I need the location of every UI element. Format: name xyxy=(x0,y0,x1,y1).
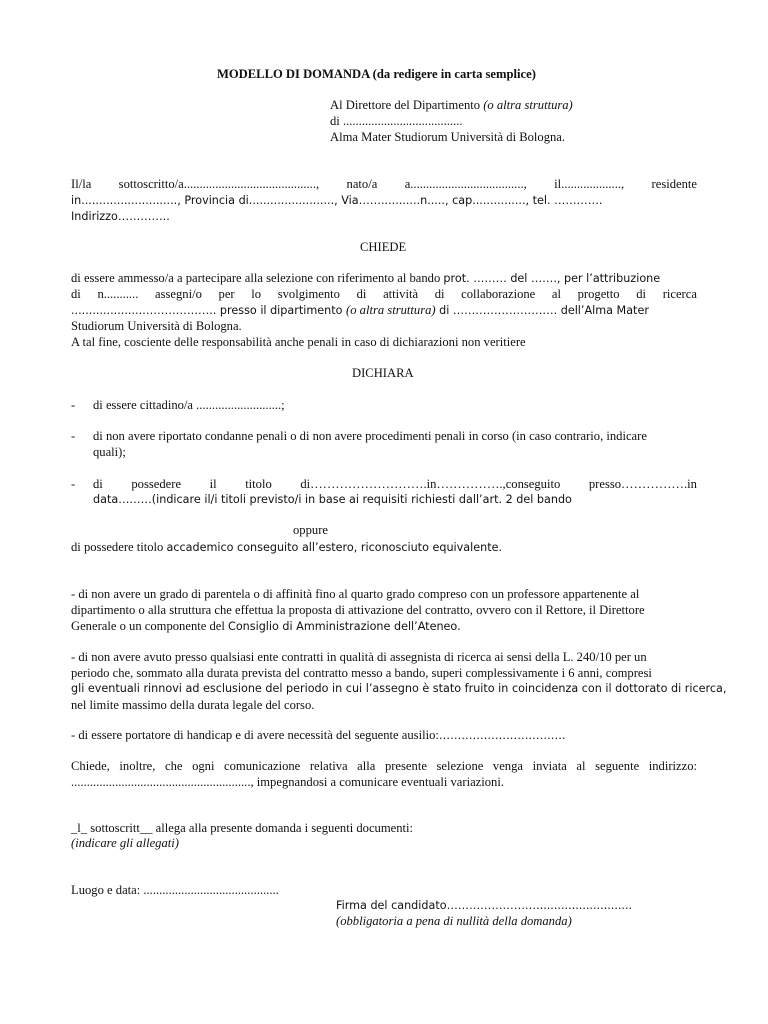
residence-label: residente xyxy=(651,177,697,191)
bullet-dash: - xyxy=(71,477,76,491)
comunicazione-line-2: ........................................................., impegnandosi a comunicare eventuali variazioni. xyxy=(71,775,504,789)
birth-label: nato/a xyxy=(346,177,378,191)
recipient-alt-structure: (o altra struttura) xyxy=(483,98,573,112)
chiede-line-2 xyxy=(71,286,697,302)
recipient-line-3: Alma Mater Studiorum Università di Bologna. xyxy=(330,130,566,144)
chiede-text: di essere ammesso/a a partecipare alla selezione con riferimento al bando xyxy=(71,271,444,285)
bullet-dash: - xyxy=(71,398,76,412)
chiede-line-1 xyxy=(71,270,660,287)
word: ricerca xyxy=(662,287,697,301)
comunicazione-text: Chiede, inoltre, che ogni comunicazione relativa alla presente selezione venga inviata al seguente indirizzo: xyxy=(71,759,697,773)
recipient-director: Al Direttore del Dipartimento xyxy=(330,98,484,112)
titolo-estero-text: di possedere titolo xyxy=(71,540,167,554)
comunicazione-line-1 xyxy=(71,758,697,774)
page-title: MODELLO DI DOMANDA (da redigere in carta semplice) xyxy=(217,67,536,81)
assegni-count-field: n........... xyxy=(97,287,139,301)
word: il xyxy=(209,477,217,491)
cittadinanza-item: di essere cittadino/a ...........................; xyxy=(93,398,285,412)
contratti-line-4: nel limite massimo della durata legale del corso. xyxy=(71,698,315,712)
applicant-indirizzo-line: Indirizzo………….. xyxy=(71,210,170,223)
applicant-line-1 xyxy=(71,176,697,192)
contratti-line-3: gli eventuali rinnovi ad esclusione del periodo in cui l’assegno è stato fruito in coincidenza con il dottorato di ricerca, xyxy=(71,682,727,695)
contratti-line-2: periodo che, sommato alla durata prevista del contratto messo a bando, superi complessivamente i 6 anni, compresi xyxy=(71,666,652,680)
birthdate-field: il..................., xyxy=(554,177,625,191)
word: svolgimento xyxy=(277,287,340,301)
word: attività xyxy=(383,287,419,301)
recipient-line-2: di ...................................... xyxy=(330,114,463,128)
consiglio-text: Consiglio di Amministrazione dell’Ateneo. xyxy=(228,620,461,633)
dichiara-heading: DICHIARA xyxy=(352,366,414,380)
titolo-item-line-2: data………(indicare il/i titoli previsto/i in base ai requisiti richiesti dall’art. 2 del bando xyxy=(93,493,572,506)
word: di xyxy=(93,477,103,491)
firma-candidato-field: Firma del candidato……………………........................... xyxy=(336,899,633,912)
allegati-note: (indicare gli allegati) xyxy=(71,836,179,850)
parentela-text: Generale o un componente del xyxy=(71,619,229,633)
ausilio-field: ……………………………. xyxy=(438,729,566,742)
allegati-line-1: _l_ sottoscritt__ allega alla presente domanda i seguenti documenti: xyxy=(71,821,414,835)
firma-note: (obbligatoria a pena di nullità della domanda) xyxy=(336,914,572,928)
condanne-item-line-2: quali); xyxy=(93,445,126,459)
word: al xyxy=(551,287,561,301)
titolo-estero-line xyxy=(71,539,502,556)
condanne-item-line-1: di non avere riportato condanne penali o di non avere procedimenti penali in corso (in caso contrario, indicare xyxy=(93,429,647,443)
handicap-line xyxy=(71,727,566,744)
word: lo xyxy=(251,287,262,301)
word: di xyxy=(356,287,367,301)
word: per xyxy=(218,287,235,301)
word: titolo xyxy=(245,477,272,491)
progetto-field: ....................……………….. presso il dipartimento xyxy=(71,304,347,317)
word: collaborazione xyxy=(461,287,536,301)
bando-reference: prot. ……… del ……., per l’attribuzione xyxy=(443,272,661,285)
chiede-line-5: A tal fine, cosciente delle responsabilità anche penali in caso di dichiarazioni non veritiere xyxy=(71,335,526,349)
word: di xyxy=(636,287,647,301)
presso-field: presso…………….in xyxy=(588,477,697,491)
word: di xyxy=(434,287,445,301)
parentela-line-2: dipartimento o alla struttura che effettua la proposta di attivazione del contratto, ovvero con il Rettore, il Direttore xyxy=(71,603,645,617)
applicant-name-field: sottoscritto/a.........................................., xyxy=(118,177,320,191)
bullet-dash: - xyxy=(71,429,76,443)
titolo-item-line-1 xyxy=(93,476,697,492)
recipient-line-1 xyxy=(330,97,573,113)
birthplace-field: a...................................., xyxy=(404,177,527,191)
applicant-label: Il/la xyxy=(71,177,92,191)
alt-structure-note: (o altra struttura) xyxy=(346,303,436,317)
chiede-heading: CHIEDE xyxy=(360,240,407,254)
luogo-data-field: Luogo e data: ........................................... xyxy=(71,883,279,897)
contratti-line-1: - di non avere avuto presso qualsiasi ente contratti in qualità di assegnista di ricerca ai sensi della L. 240/10 per un xyxy=(71,650,647,664)
dipartimento-field: di ………………………. dell’Alma Mater xyxy=(435,304,649,317)
word: assegni/o xyxy=(155,287,202,301)
word: progetto xyxy=(577,287,620,301)
oppure-label: oppure xyxy=(293,523,328,537)
parentela-line-1: - di non avere un grado di parentela o di affinità fino al quarto grado compreso con un professore appartenente al xyxy=(71,587,640,601)
parentela-line-3 xyxy=(71,618,461,635)
word: possedere xyxy=(131,477,182,491)
handicap-text: - di essere portatore di handicap e di avere necessità del seguente ausilio: xyxy=(71,728,439,742)
titolo-field: di……………………….in…………….,conseguito xyxy=(300,477,561,491)
chiede-line-3 xyxy=(71,302,649,319)
chiede-line-4: Studiorum Università di Bologna. xyxy=(71,319,242,333)
titolo-estero-sans: accademico conseguito all’estero, riconosciuto equivalente. xyxy=(166,541,503,554)
word: di xyxy=(71,287,81,301)
applicant-address-line: in..........................., Provincia di........................, Via……...........n....., cap..............., tel. …………. xyxy=(71,194,603,207)
